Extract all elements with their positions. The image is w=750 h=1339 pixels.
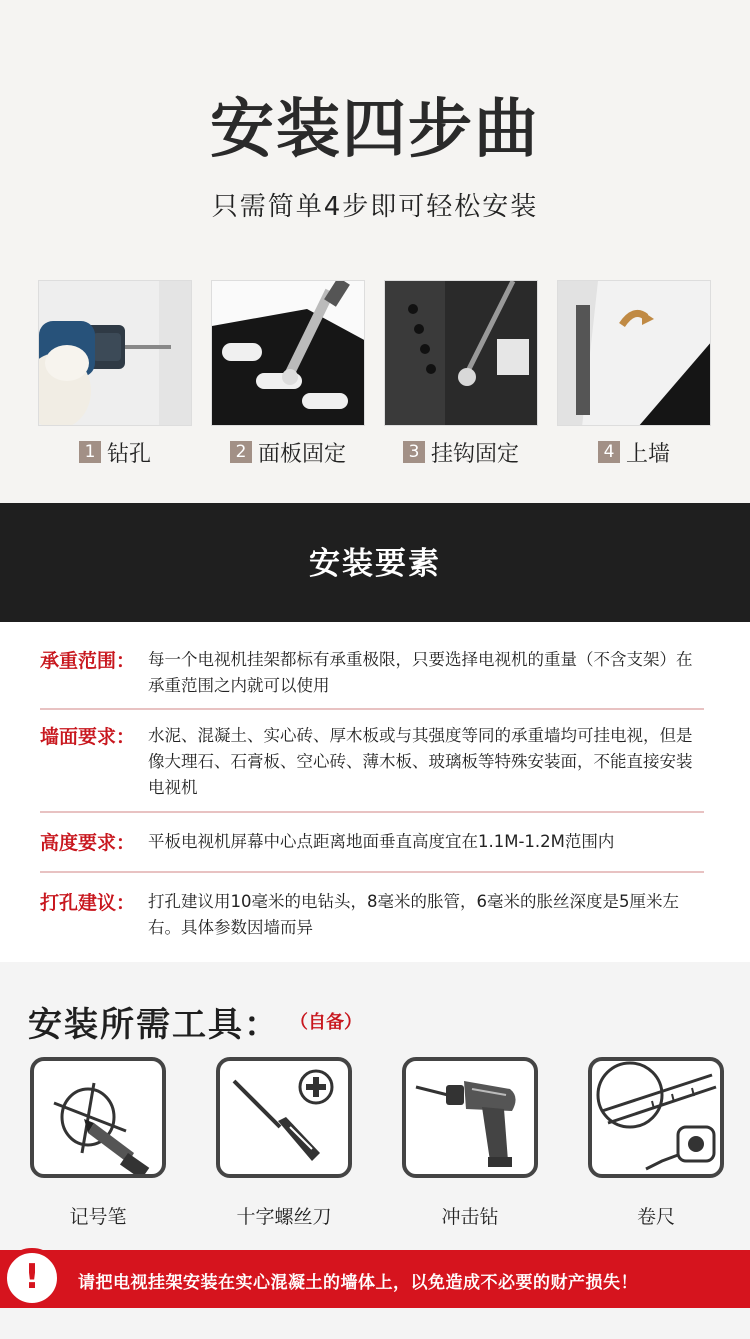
warning-text: 请把电视挂架安装在实心混凝土的墙体上，以免造成不必要的财产损失！ — [78, 1273, 638, 1293]
tools-note: （自备） — [290, 1012, 362, 1033]
requirement-key: 墙面要求： — [40, 726, 136, 748]
essentials-title: 安装要素 — [309, 546, 441, 582]
divider — [40, 871, 704, 873]
warning-banner — [0, 1246, 750, 1308]
page-subtitle: 只需简单4步即可轻松安装 — [211, 192, 539, 222]
step-label — [557, 438, 711, 466]
step-text: 面板固定 — [257, 441, 346, 467]
requirement-value: 水泥、混凝土、实心砖、厚木板或与其强度等同的承重墙均可挂电视，但是像大理石、石膏板、空心砖、薄木板、玻璃板等特殊安装面，不能直接安装电视机 — [148, 726, 693, 797]
tool-drill — [402, 1057, 538, 1229]
requirement-value: 每一个电视机挂架都标有承重极限，只要选择电视机的重量（不含支架）在承重范围之内就可以使用 — [148, 650, 693, 695]
tool-tape — [588, 1057, 724, 1229]
steps-section — [0, 0, 750, 503]
tool-name: 十字螺丝刀 — [236, 1206, 332, 1228]
essentials-band — [0, 503, 750, 622]
tool-marker — [30, 1057, 166, 1229]
marker-pen-icon — [30, 1057, 166, 1178]
step-4 — [557, 280, 711, 466]
step-text: 挂钩固定 — [430, 441, 519, 467]
warning-icon-glyph: ! — [24, 1257, 40, 1297]
divider — [40, 811, 704, 813]
tools-title: 安装所需工具： — [28, 1005, 280, 1045]
wall-mounting-photo — [557, 280, 711, 426]
tool-name: 记号笔 — [69, 1206, 127, 1228]
requirements-section — [0, 622, 750, 962]
impact-drill-icon — [402, 1057, 538, 1178]
step-number: 3 — [403, 441, 425, 463]
requirement-key: 承重范围： — [40, 650, 136, 672]
phillips-screwdriver-icon — [216, 1057, 352, 1178]
tool-screwdriver — [216, 1057, 352, 1229]
drilling-photo — [38, 280, 192, 426]
step-label — [211, 438, 365, 466]
step-number: 4 — [598, 441, 620, 463]
step-label — [38, 438, 192, 466]
step-label — [384, 438, 538, 466]
divider — [40, 708, 704, 710]
requirement-value: 打孔建议用10毫米的电钻头，8毫米的胀管，6毫米的胀丝深度是5厘米左右。具体参数因墙而异 — [148, 892, 679, 937]
tool-name: 冲击钻 — [441, 1206, 499, 1228]
requirement-value: 平板电视机屏幕中心点距离地面垂直高度宜在1.1M-1.2M范围内 — [148, 832, 615, 851]
tool-name: 卷尺 — [636, 1206, 675, 1228]
step-1 — [38, 280, 192, 466]
step-number: 1 — [79, 441, 101, 463]
hook-fixing-photo — [384, 280, 538, 426]
step-text: 钻孔 — [106, 441, 151, 467]
tape-measure-icon — [588, 1057, 724, 1178]
step-text: 上墙 — [625, 441, 670, 467]
step-3 — [384, 280, 538, 466]
requirement-key: 高度要求： — [40, 832, 136, 854]
step-2 — [211, 280, 365, 466]
panel-fixing-photo — [211, 280, 365, 426]
requirement-key: 打孔建议： — [40, 892, 136, 914]
exclamation-icon — [2, 1248, 62, 1308]
step-number: 2 — [230, 441, 252, 463]
page-title: 安装四步曲 — [210, 93, 540, 167]
